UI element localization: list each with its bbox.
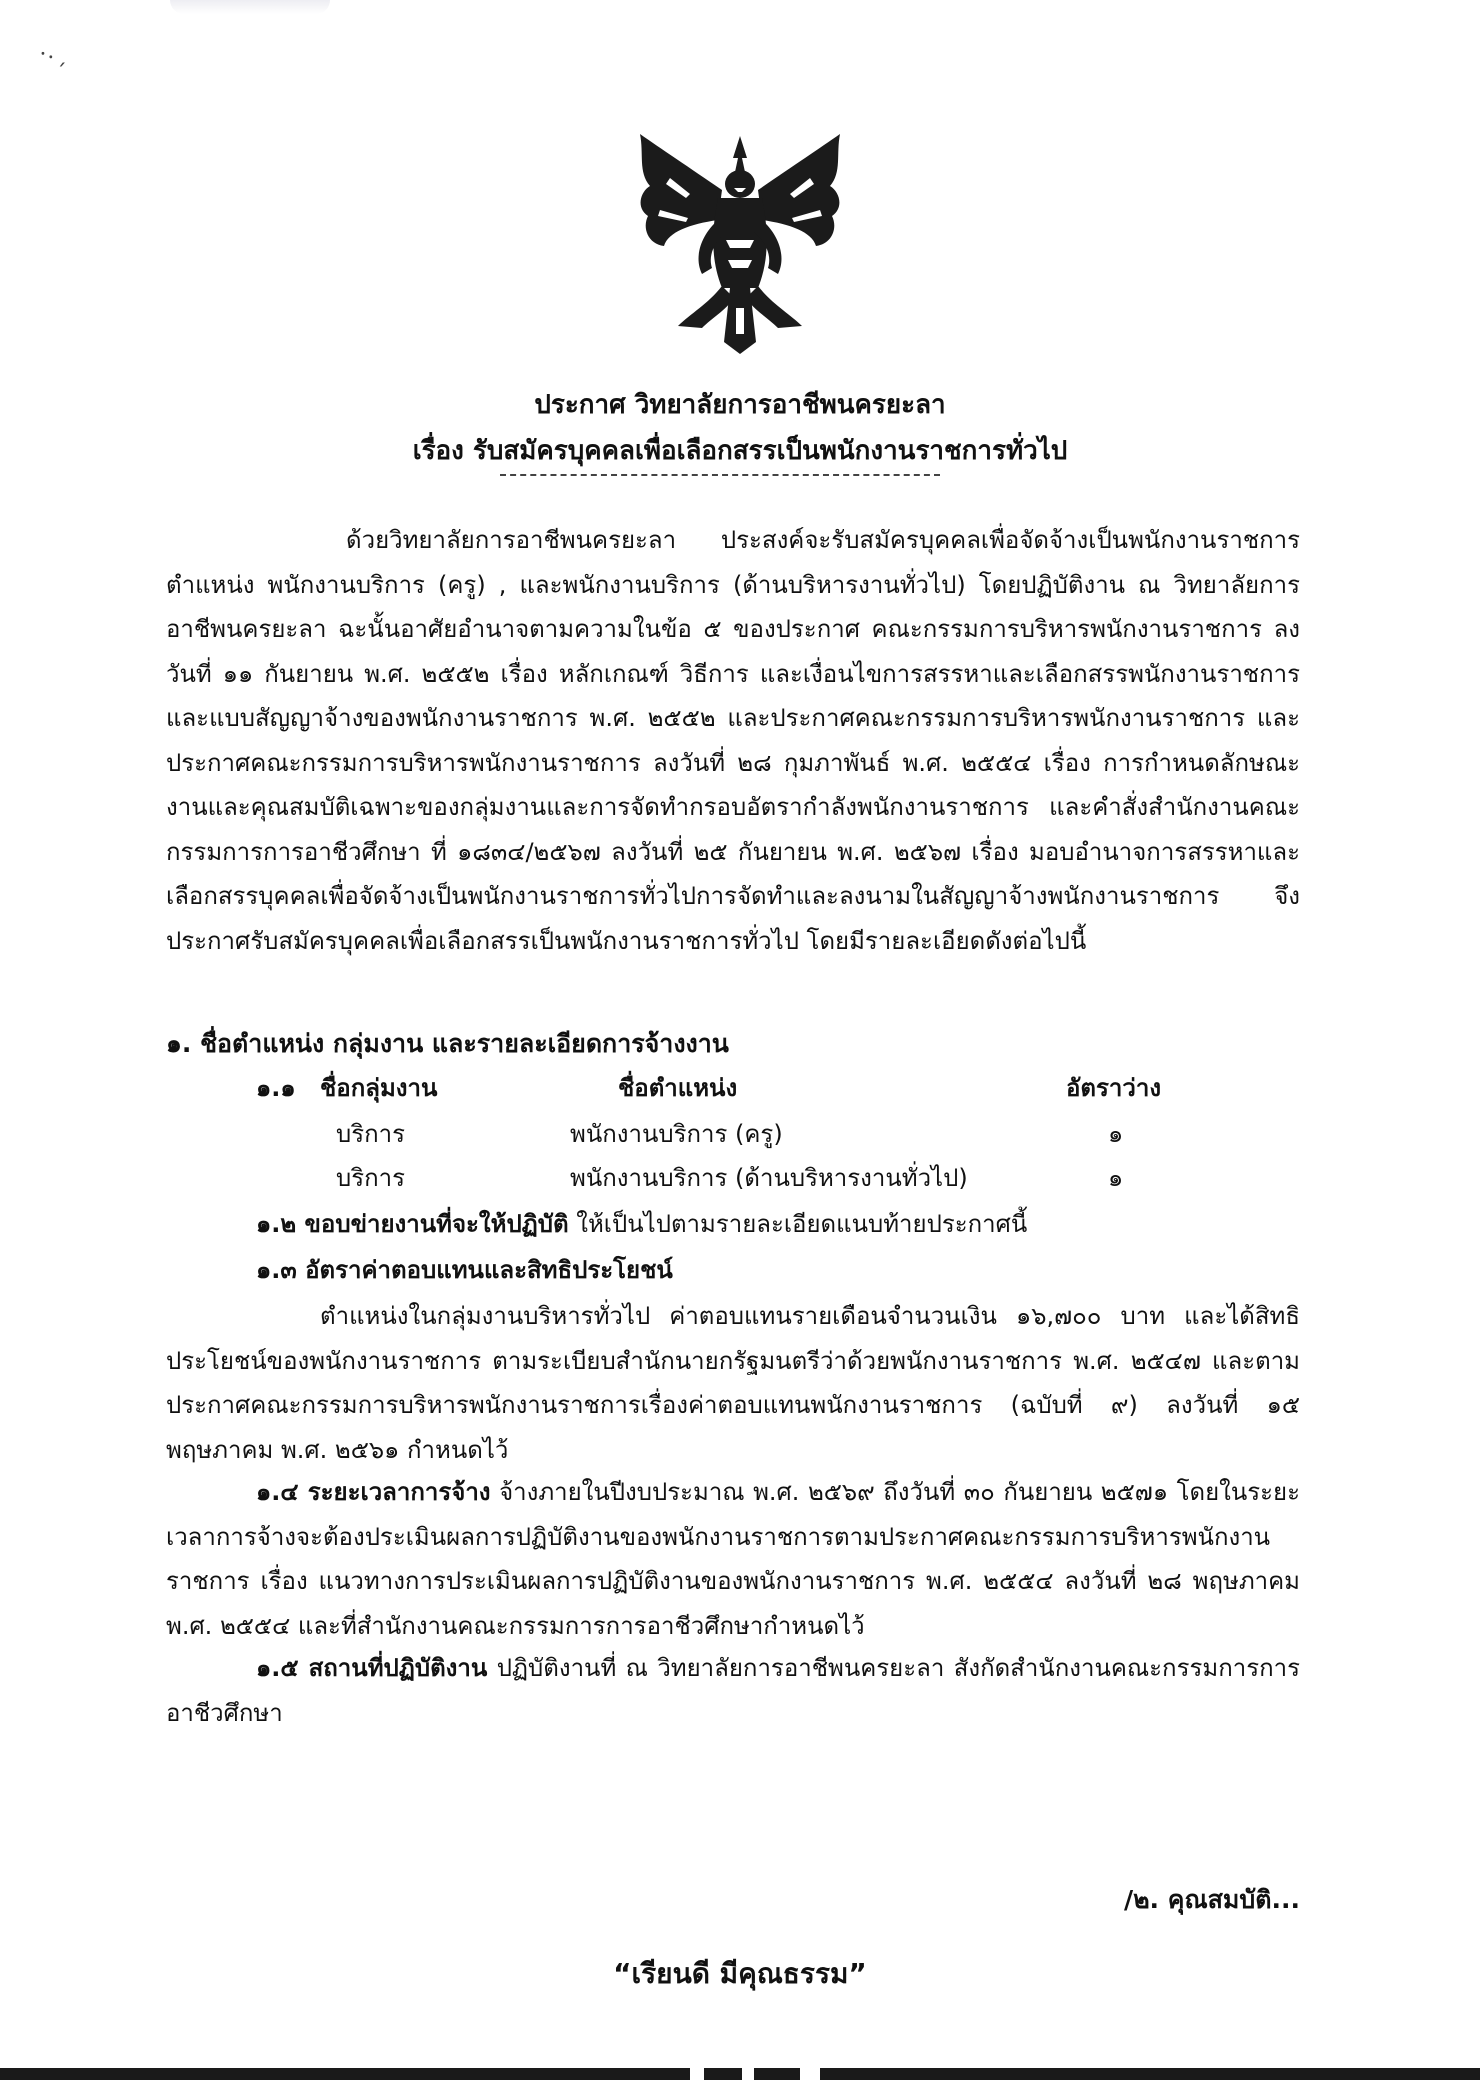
row-group: บริการ [336, 1120, 406, 1148]
announcement-subject: เรื่อง รับสมัครบุคคลเพื่อเลือกสรรเป็นพนักงานราชการทั่วไป [412, 436, 1068, 466]
row-vacancy: ๑ [1108, 1120, 1124, 1148]
announcement-title: ประกาศ วิทยาลัยการอาชีพนครยะลา [534, 390, 946, 420]
motto: “เรียนดี มีคุณธรรม” [613, 1957, 867, 1990]
row-vacancy: ๑ [1108, 1164, 1124, 1192]
scan-edge-gap [690, 2068, 704, 2080]
employment-period-text: จ้างภายในปีงบประมาณ พ.ศ. ๒๕๖๙ ถึงวันที่ ๓๐ กันยายน ๒๕๗๑ โดยในระยะเวลาการจ้างจะต้องประเมินผลการปฏิบัติงานของพนักงานราชการตามประกาศคณะกรรมการบริหารพนักงานราชการ เรื่อง แนวทางการประเมินผลการปฏิบัติงานของพนักงานราชการ พ.ศ. ๒๕๕๔ ลงวันที่ ๒๘ พฤษภาคม พ.ศ. ๒๕๕๔ และที่สำนักงานคณะกรรมการการอาชีวศึกษากำหนดไว้ [166, 1478, 1300, 1640]
workplace-paragraph [166, 1646, 1300, 1735]
scan-edge-gap [742, 2068, 754, 2080]
scan-shadow [170, 0, 330, 14]
row-position: พนักงานบริการ (ครู) [570, 1120, 783, 1148]
intro-text: ด้วยวิทยาลัยการอาชีพนครยะลา ประสงค์จะรับสมัครบุคคลเพื่อจัดจ้างเป็นพนักงานราชการตำแหน่ง พนักงานบริการ (ครู) , และพนักงานบริการ (ด้านบริหารงานทั่วไป) โดยปฏิบัติงาน ณ วิทยาลัยการอาชีพนครยะลา ฉะนั้นอาศัยอำนาจตามความในข้อ ๕ ของประกาศ คณะกรรมการบริหารพนักงานราชการ ลงวันที่ ๑๑ กันยายน พ.ศ. ๒๕๕๒ เรื่อง หลักเกณฑ์ วิธีการ และเงื่อนไขการสรรหาและเลือกสรรพนักงานราชการและแบบสัญญาจ้างของพนักงานราชการ พ.ศ. ๒๕๕๒ และประกาศคณะกรรมการบริหารพนักงานราชการ และประกาศคณะกรรมการบริหารพนักงานราชการ ลงวันที่ ๒๘ กุมภาพันธ์ พ.ศ. ๒๕๕๔ เรื่อง การกำหนดลักษณะงานและคุณสมบัติเฉพาะของกลุ่มงานและการจัดทำกรอบอัตรากำลังพนักงานราชการ และคำสั่งสำนักงานคณะกรรมการการอาชีวศึกษา ที่ ๑๘๓๔/๒๕๖๗ ลงวันที่ ๒๕ กันยายน พ.ศ. ๒๕๖๗ เรื่อง มอบอำนาจการสรรหาและเลือกสรรบุคคลเพื่อจัดจ้างเป็นพนักงานราชการทั่วไปการจัดทำและลงนามในสัญญาจ้างพนักงานราชการ จึงประกาศรับสมัครบุคคลเพื่อเลือกสรรเป็นพนักงานราชการทั่วไป โดยมีรายละเอียดดังต่อไปนี้ [166, 526, 1300, 955]
row-group: บริการ [336, 1164, 406, 1192]
workplace-text: ปฏิบัติงานที่ ณ วิทยาลัยการอาชีพนครยะลา สังกัดสำนักงานคณะกรรมการการอาชีวศึกษา [166, 1654, 1300, 1727]
continued-marker: /๒. คุณสมบัติ... [1123, 1885, 1300, 1914]
scan-edge-band [0, 2068, 1480, 2080]
section-1-title: ๑. ชื่อตำแหน่ง กลุ่มงาน และรายละเอียดการจ้างงาน [166, 1029, 729, 1058]
dashed-divider [500, 474, 940, 476]
subsection-1-2 [256, 1204, 1027, 1243]
subsection-1-3 [256, 1250, 673, 1289]
table-row [0, 1114, 1480, 1158]
subsection-1-3-label: ๑.๓ อัตราค่าตอบแทนและสิทธิประโยชน์ [256, 1256, 673, 1284]
subsection-1-2-label: ๑.๒ ขอบข่ายงานที่จะให้ปฏิบัติ [256, 1210, 569, 1238]
garuda-emblem-icon [630, 128, 850, 356]
compensation-text: ตำแหน่งในกลุ่มงานบริหารทั่วไป ค่าตอบแทนรายเดือนจำนวนเงิน ๑๖,๗๐๐ บาท และได้สิทธิประโยชน์ของพนักงานราชการ ตามระเบียบสำนักนายกรัฐมนตรีว่าด้วยพนักงานราชการ พ.ศ. ๒๕๔๗ และตามประกาศคณะกรรมการบริหารพนักงานราชการเรื่องค่าตอบแทนพนักงานราชการ (ฉบับที่ ๙) ลงวันที่ ๑๕ พฤษภาคม พ.ศ. ๒๕๖๑ กำหนดไว้ [166, 1302, 1300, 1464]
column-vacancy-header: อัตราว่าง [1066, 1074, 1162, 1102]
compensation-paragraph [166, 1294, 1300, 1472]
employment-period-paragraph [166, 1470, 1300, 1648]
subsection-number: ๑.๑ [256, 1074, 296, 1102]
scan-speck: ⸱⸳ˏ [40, 42, 69, 67]
row-position: พนักงานบริการ (ด้านบริหารงานทั่วไป) [570, 1164, 968, 1192]
scan-edge-gap [800, 2068, 820, 2080]
column-group-header: ชื่อกลุ่มงาน [320, 1074, 438, 1102]
column-position-header: ชื่อตำแหน่ง [618, 1074, 738, 1102]
subsection-1-2-text: ให้เป็นไปตามรายละเอียดแนบท้ายประกาศนี้ [576, 1210, 1028, 1238]
intro-paragraph [166, 518, 1300, 963]
subsection-1-4-label: ๑.๔ ระยะเวลาการจ้าง [256, 1478, 491, 1506]
subsection-1-5-label: ๑.๕ สถานที่ปฏิบัติงาน [256, 1654, 488, 1682]
table-row [0, 1158, 1480, 1202]
positions-table-header [0, 1068, 1480, 1112]
